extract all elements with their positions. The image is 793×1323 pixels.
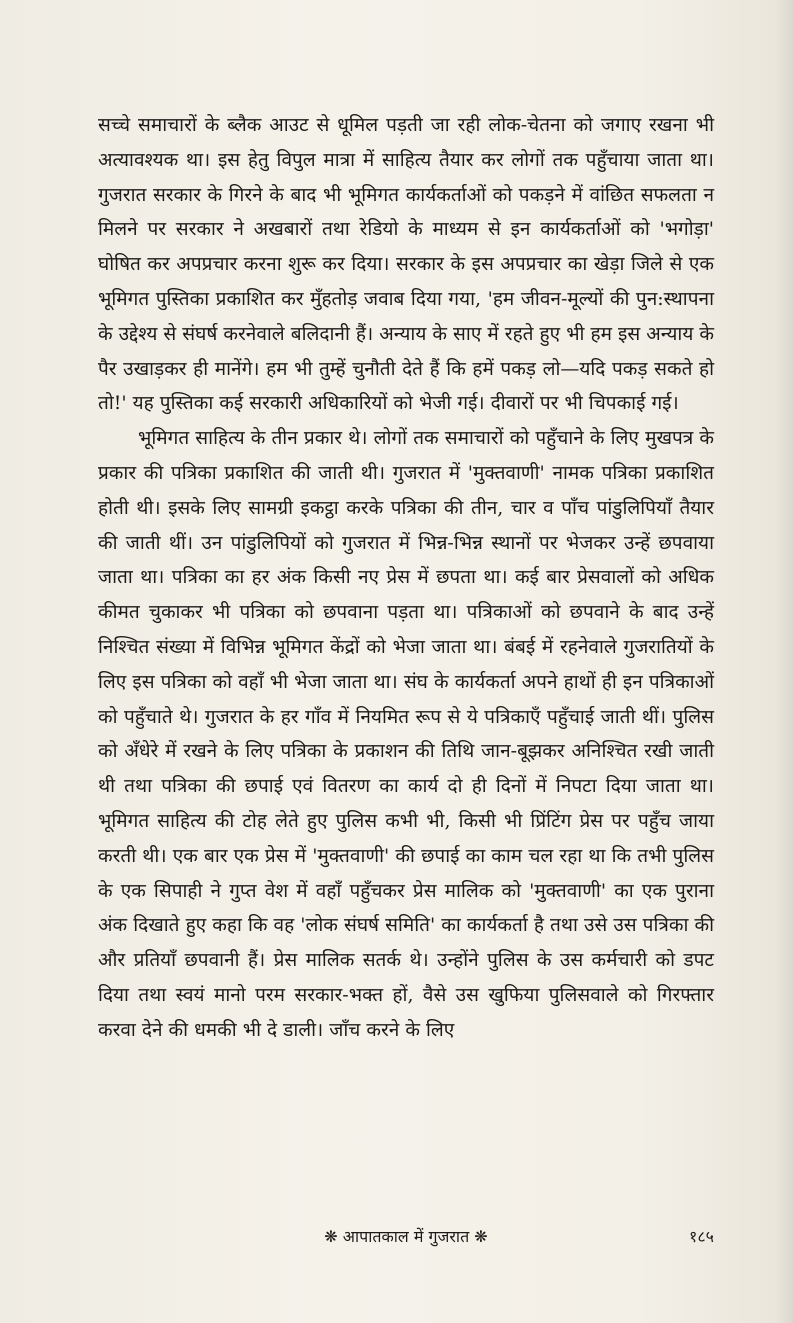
body-text	[98, 108, 714, 1048]
paragraph-1: सच्चे समाचारों के ब्लैक आउट से धूमिल पड़ती जा रही लोक-चेतना को जगाए रखना भी अत्यावश्यक था। इस हेतु विपुल मात्रा में साहित्य तैयार कर लोगों तक पहुँचाया जाता था। गुजरात सरकार के गिरने के बाद भी भूमिगत कार्यकर्ताओं को पकड़ने में वांछित सफलता न मिलने पर सरकार ने अखबारों तथा रेडियो के माध्यम से इन कार्यकर्ताओं को 'भगोड़ा' घोषित कर अपप्रचार करना शुरू कर दिया। सरकार के इस अपप्रचार का खेड़ा जिले से एक भूमिगत पुस्तिका प्रकाशित कर मुँहतोड़ जवाब दिया गया, 'हम जीवन-मूल्यों की पुन:स्थापना के उद्देश्य से संघर्ष करनेवाले बलिदानी हैं। अन्याय के साए में रहते हुए भी हम इस अन्याय के पैर उखाड़कर ही मानेंगे। हम भी तुम्हें चुनौती देते हैं कि हमें पकड़ लो—यदि पकड़ सकते हो तो!' यह पुस्तिका कई सरकारी अधिकारियों को भेजी गई। दीवारों पर भी चिपकाई गई।	[98, 114, 714, 415]
page-footer	[98, 1224, 714, 1254]
paragraph-2: भूमिगत साहित्य के तीन प्रकार थे। लोगों तक समाचारों को पहुँचाने के लिए मुखपत्र के प्रकार की पत्रिका प्रकाशित की जाती थी। गुजरात में 'मुक्तवाणी' नामक पत्रिका प्रकाशित होती थी। इसके लिए सामग्री इकट्ठा करके पत्रिका की तीन, चार व पाँच पांडुलिपियाँ तैयार की जाती थीं। उन पांडुलिपियों को गुजरात में भिन्न-भिन्न स्थानों पर भेजकर उन्हें छपवाया जाता था। पत्रिका का हर अंक किसी नए प्रेस में छपता था। कई बार प्रेसवालों को अधिक कीमत चुकाकर भी पत्रिका को छपवाना पड़ता था। पत्रिकाओं को छपवाने के बाद उन्हें निश्चित संख्या में विभिन्न भूमिगत केंद्रों को भेजा जाता था। बंबई में रहनेवाले गुजरातियों के लिए इस पत्रिका को वहाँ भी भेजा जाता था। संघ के कार्यकर्ता अपने हाथों ही इन पत्रिकाओं को पहुँचाते थे। गुजरात के हर गाँव में नियमित रूप से ये पत्रिकाएँ पहुँचाई जाती थीं। पुलिस को अँधेरे में रखने के लिए पत्रिका के प्रकाशन की तिथि जान-बूझकर अनिश्चित रखी जाती थी तथा पत्रिका की छपाई एवं वितरण का कार्य दो ही दिनों में निपटा दिया जाता था। भूमिगत साहित्य की टोह लेते हुए पुलिस कभी भी, किसी भी प्रिंटिंग प्रेस पर पहुँच जाया करती थी। एक बार एक प्रेस में 'मुक्तवाणी' की छपाई का काम चल रहा था कि तभी पुलिस के एक सिपाही ने गुप्त वेश में वहाँ पहुँचकर प्रेस मालिक को 'मुक्तवाणी' का एक पुराना अंक दिखाते हुए कहा कि वह 'लोक संघर्ष समिति' का कार्यकर्ता है तथा उसे उस पत्रिका की और प्रतियाँ छपवानी हैं। प्रेस मालिक सतर्क थे। उन्होंने पुलिस के उस कर्मचारी को डपट दिया तथा स्वयं मानो परम सरकार-भक्त हों, वैसे उस खुफिया पुलिसवाले को गिरफ्तार करवा देने की धमकी भी दे डाली। जाँच करने के लिए	[98, 427, 714, 1041]
page-number: १८५	[689, 1227, 714, 1246]
page-edge-shadow	[775, 0, 793, 1323]
running-title: ❋ आपातकाल में गुजरात ❋	[324, 1227, 488, 1246]
